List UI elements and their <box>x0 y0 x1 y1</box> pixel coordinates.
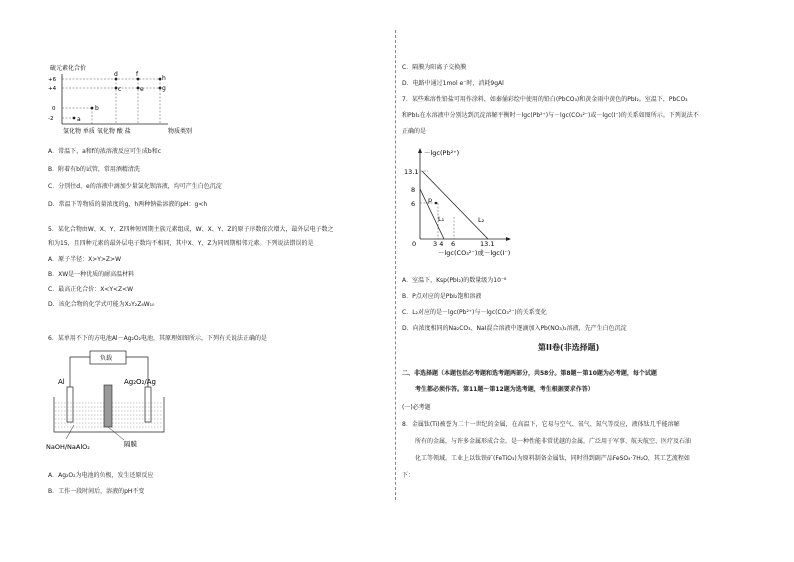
fig1-xcats: 氢化物 单质 氧化物 酸 盐 <box>63 128 131 135</box>
q5-stem-line-1: 5．某化合物由W、X、Y、Z四种短周期主族元素组成，W、X、Y、Z的原子序数依次增大，最外层电子数之 <box>48 226 334 233</box>
q5-stem-line-2: 和为15，且四种元素的最外层电子数均不相同，其中X、Y、Z为同周期相邻元素。下列说法错误的是 <box>48 240 314 247</box>
fig2-right-electrode: Ag₂O₂/Ag <box>124 378 156 386</box>
fig3-l1: L₁ <box>438 215 445 223</box>
fig3-xlabel: －lgc(CO₃²⁻)或－lgc(I⁻) <box>438 249 511 257</box>
fig1-point-a: a <box>77 116 81 123</box>
fig1-point-d: d <box>114 71 118 78</box>
q7-option-a: A．室温下，Ksp(PbI₂)的数量级为10⁻⁸ <box>402 277 507 284</box>
part-2-desc-line-2: 考生都必须作答。第11题～第12题为选考题，考生根据要求作答） <box>415 386 594 393</box>
part-2-title: 第II卷(非选择题) <box>538 343 600 352</box>
q5-option-b: B．XW是一种优质的耐高温材料 <box>48 271 135 278</box>
fig3-x6: 6 <box>451 240 456 248</box>
fig1-point-b: b <box>95 105 99 112</box>
q6-option-b: B．工作一段时间后，溶液的pH不变 <box>48 488 145 495</box>
q6-option-d: D．电路中通过1mol e⁻时，消耗9gAl <box>402 80 504 87</box>
compulsory-heading: (一)必考题 <box>402 404 431 411</box>
fig2-left-electrode: Al <box>58 378 65 386</box>
part-2-desc-line-1: 二、非选择题（本题包括必考题和选考题两部分，共58分。第8题～第10题为必考题，每个试题 <box>402 370 657 377</box>
fig3-ylabel: －lgc(Pb²⁺) <box>424 149 460 157</box>
q4-option-c: C．分别往d、e的溶液中滴加少量氯化钡溶液，均可产生白色沉淀 <box>48 183 222 190</box>
q7-option-b: B．P点对应的是PbI₂饱和溶液 <box>402 293 482 300</box>
fig1-ylabel: 硫元素化合价 <box>50 65 87 72</box>
fig2-electrolyte: NaOH/NaAlO₂ <box>46 443 90 451</box>
q6-option-c: C．隔膜为阳离子交换膜 <box>402 64 467 71</box>
fig3-x34: 3 4 <box>433 240 444 248</box>
solubility-figure <box>398 145 548 260</box>
q7-stem-line-3: 正确的是 <box>402 128 427 135</box>
q7-stem-line-2: 和PbI₂在水溶液中分别达到沉淀溶解平衡时－lgc(Pb²⁺)与－lgc(CO₃²⁻)或－lgc(I⁻)的关系如图所示。下列说法不 <box>402 112 699 119</box>
q7-option-c: C．L₂对应的是－lgc(Pb²⁺)与－lgc(CO₃²⁻)的关系变化 <box>402 309 547 316</box>
q4-option-d: D．常温下等物质的量浓度的g、h两种钠盐溶液的pH：g<h <box>48 201 208 208</box>
fig3-y6: 6 <box>411 200 416 208</box>
fig1-point-h: h <box>162 75 166 82</box>
fig1-point-e: e <box>140 86 144 93</box>
q4-option-a: A．常温下，a和f的浓溶液反应可生成b和c <box>48 148 162 155</box>
fig1-tick-p6: +6 <box>48 77 57 83</box>
sulfur-valence-figure <box>40 60 215 138</box>
fig3-y131: 13.1 <box>404 168 419 176</box>
q7-option-d: D．向浓度相同的Na₂CO₃、NaI混合溶液中逐滴加入Pb(NO₃)₂溶液，先产生白色沉淀 <box>402 325 627 332</box>
q4-option-b: B．附着有b的试管，常用酒精清洗 <box>48 166 140 173</box>
fig3-l2: L₂ <box>478 216 485 224</box>
q5-option-a: A．原子半径：X>Y>Z>W <box>48 256 122 263</box>
fig3-origin: 0 <box>412 240 417 248</box>
q6-stem: 6．某单用不下的方电池Al－Ag₂O₂电池，其原理如图所示，下列有关说法正确的是 <box>48 335 268 342</box>
fig1-point-g: g <box>162 85 166 92</box>
q5-option-c: C．最高正化合价：X<Y<Z<W <box>48 286 134 293</box>
fig2-load: 负载 <box>100 355 113 362</box>
q5-option-d: D．该化合物的化学式可能为X₂Y₂Z₆W₁₀ <box>48 301 155 308</box>
fig1-tick-m2: -2 <box>48 116 54 122</box>
q6-option-a: A．Ag₂O₂为电池的负极，发生还原反应 <box>48 472 154 479</box>
q8-line-4: 下： <box>402 472 415 479</box>
fig1-tick-p4: +4 <box>48 86 57 92</box>
q8-line-2: 所有的金属，与许多金属形成合金。是一种性能非常优越的金属，广泛用于军事、航天航空、医疗及石油 <box>415 438 692 445</box>
q8-line-3: 化工等领域。工业上以钛铁矿(FeTiO₃)为原料制备金属钛，同时得到副产品FeSO₄·7H₂O，其工艺流程如 <box>415 455 690 462</box>
q8-line-1: 8．金属钛(Ti)被誉为二十一世纪的金属，在高温下，它易与空气、氧气、氮气等反应，液体钛几乎能溶解 <box>402 421 680 428</box>
fig3-y8: 8 <box>411 186 416 194</box>
fig3-x131: 13.1 <box>480 240 495 248</box>
fig1-xlabel: 物质类别 <box>168 128 193 135</box>
fig1-tick-0: 0 <box>52 106 56 112</box>
fig3-p: p <box>428 196 433 204</box>
fig2-membrane: 隔膜 <box>124 440 137 448</box>
fig1-point-c: c <box>118 86 122 93</box>
q7-stem-line-1: 7．某些难溶性铅盐可用作涂料，如秦俑彩绘中使用的铅白(PbCO₃)和黄金雨中黄色的PbI₂。室温下，PbCO₃ <box>402 96 688 103</box>
battery-figure <box>44 347 174 457</box>
fig1-point-f: f <box>136 71 139 78</box>
column-divider <box>395 30 396 500</box>
